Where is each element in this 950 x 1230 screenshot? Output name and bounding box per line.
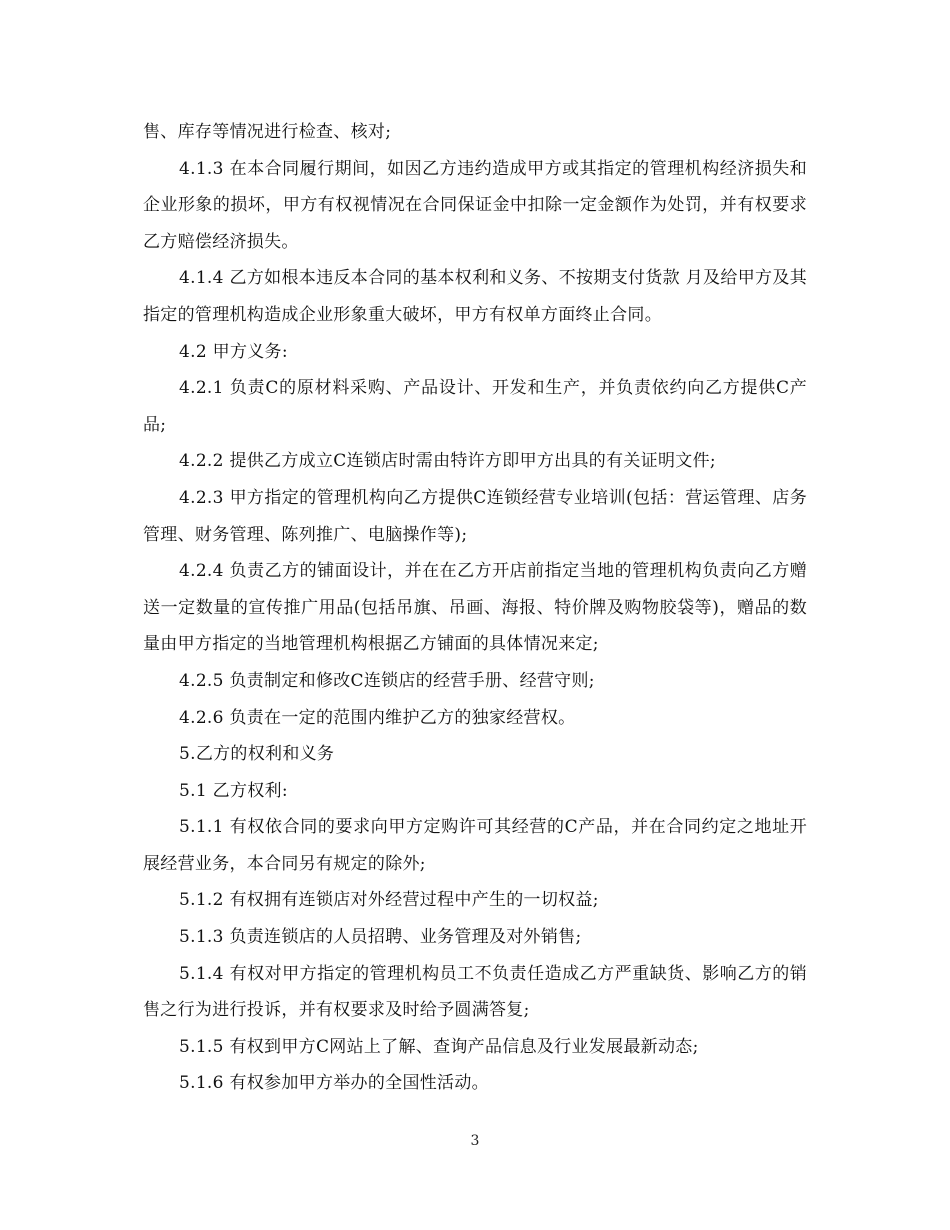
section-heading: 5.乙方的权利和义务: [179, 744, 335, 765]
paragraph: 5.1.5 有权到甲方C网站上了解、查询产品信息及行业发展最新动态;: [179, 1036, 699, 1057]
paragraph: 5.1.4 有权对甲方指定的管理机构员工不负责任造成乙方严重缺货、影响乙方的销售之行为进行投诉，并有权要求及时给予圆满答复;: [143, 963, 807, 1021]
paragraph: 5.1.3 负责连锁店的人员招聘、业务管理及对外销售;: [179, 927, 582, 948]
paragraph: 4.2.4 负责乙方的铺面设计，并在在乙方开店前指定当地的管理机构负责向乙方赠送一定数量的宣传推广用品(包括吊旗、吊画、海报、特价牌及购物胶袋等)，赠品的数量由甲方指定的当地管理机构根据乙方铺面的具体情况来定;: [143, 561, 807, 655]
paragraph: 5.1.2 有权拥有连锁店对外经营过程中产生的一切权益;: [179, 890, 599, 911]
paragraph: 5.1.6 有权参加甲方举办的全国性活动。: [179, 1073, 489, 1094]
paragraph: 售、库存等情况进行检查、核对;: [143, 122, 392, 142]
paragraph: 5.1.1 有权依合同的要求向甲方定购许可其经营的C产品，并在合同约定之地址开展经营业务，本合同另有规定的除外;: [143, 817, 807, 874]
paragraph: 4.2.6 负责在一定的范围内维护乙方的独家经营权。: [179, 707, 576, 728]
section-heading: 4.2 甲方义务:: [179, 341, 288, 362]
section-heading: 5.1 乙方权利:: [179, 780, 288, 801]
document-body: [143, 114, 807, 1102]
paragraph: 4.1.4 乙方如根本违反本合同的基本权利和义务、不按期支付货款 月及给甲方及其指定的管理机构造成企业形象重大破坏，甲方有权单方面终止合同。: [143, 268, 807, 325]
paragraph: 4.2.1 负责C的原材料采购、产品设计、开发和生产，并负责依约向乙方提供C产品;: [143, 378, 807, 435]
paragraph: 4.2.2 提供乙方成立C连锁店时需由特许方即甲方出具的有关证明文件;: [179, 451, 716, 472]
paragraph: 4.2.5 负责制定和修改C连锁店的经营手册、经营守则;: [179, 670, 595, 691]
paragraph: 4.1.3 在本合同履行期间，如因乙方违约造成甲方或其指定的管理机构经济损失和企业形象的损坏，甲方有权视情况在合同保证金中扣除一定金额作为处罚，并有权要求乙方赔偿经济损失。: [143, 158, 807, 252]
page-number: 3: [470, 1133, 480, 1149]
paragraph: 4.2.3 甲方指定的管理机构向乙方提供C连锁经营专业培训(包括：营运管理、店务管理、财务管理、陈列推广、电脑操作等);: [143, 487, 807, 545]
